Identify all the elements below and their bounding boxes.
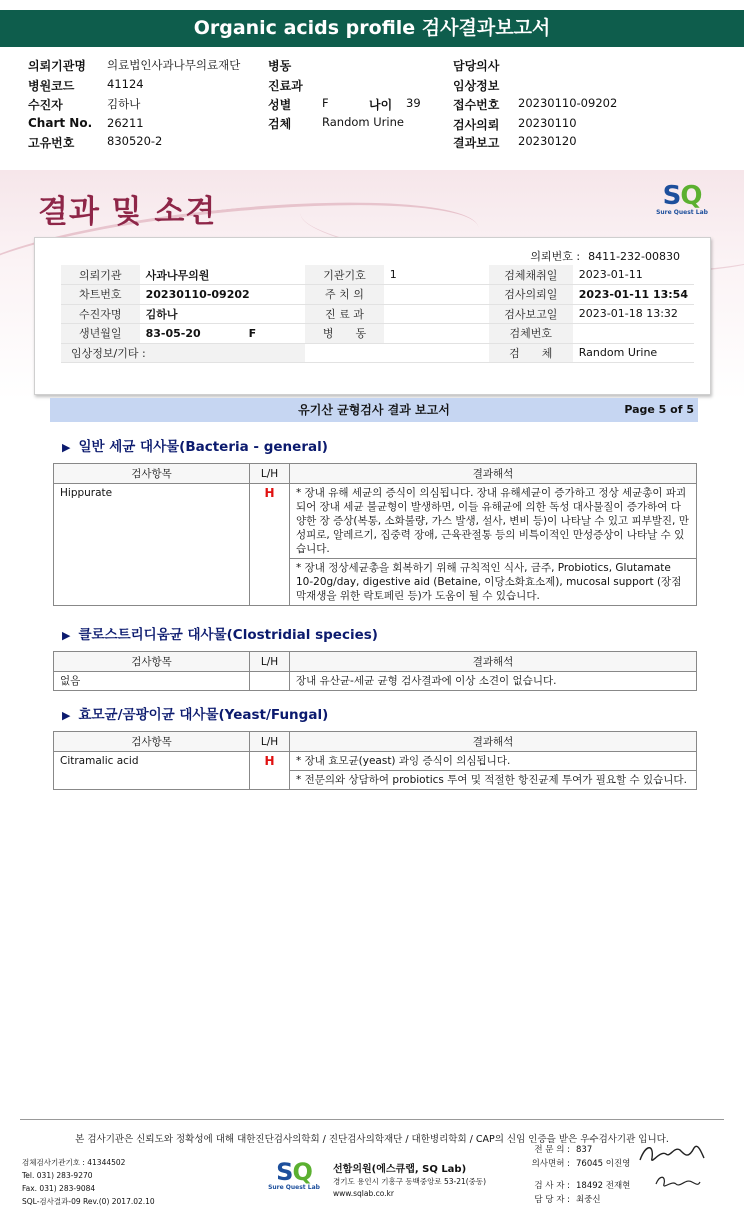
sq-logo-text: Sure Quest Lab	[656, 209, 708, 216]
interpretation: * 장내 정상세균총을 회복하기 위해 규칙적인 식사, 금주, Probiotics, Glutamate 10-20g/day, digestive aid (Betaine, 이당소화효소제), mucosal support (장점막재생을 위한 락토페린 등)가 도움이 될 수 있습니다.	[290, 559, 697, 606]
section-heading: ▶ 일반 세균 대사물(Bacteria - general)	[62, 439, 328, 455]
header-label: 병원코드	[28, 79, 75, 93]
age-label: 나이	[369, 98, 393, 112]
sq-footer-logo: SQ Sure Quest Lab	[268, 1158, 320, 1191]
header-value: Random Urine	[322, 115, 404, 129]
table-row: 의뢰기관 사과나무의원 기관기호 1 검체채취일 2023-01-11	[61, 265, 694, 285]
page-indicator: Page 5 of 5	[624, 403, 694, 416]
triangle-icon: ▶	[62, 709, 71, 722]
triangle-icon: ▶	[62, 629, 71, 642]
interpretation: * 장내 효모균(yeast) 과잉 증식이 의심됩니다.	[290, 752, 697, 771]
header-value: 26211	[107, 116, 144, 130]
table-header-row: 검사항목 L/H 결과해석	[54, 652, 697, 672]
header-value: F	[322, 96, 329, 110]
table-row: 차트번호 20230110-09202 주 치 의 검사의뢰일 2023-01-11 13:54	[61, 285, 694, 305]
banner-title: 결과 및 소견	[38, 194, 217, 230]
lh-flag: H	[250, 484, 290, 606]
result-table	[53, 731, 697, 790]
test-item: Citramalic acid	[54, 752, 250, 790]
section-heading: ▶ 클로스트리디움균 대사물(Clostridial species)	[62, 627, 378, 643]
accreditation-note: 본 검사기관은 신뢰도와 정확성에 대해 대한진단검사의학회 / 진단검사의학재단 / 대한병리학회 / CAP의 신임 인증을 받은 우수검사기관 입니다.	[75, 1134, 669, 1145]
lh-flag: H	[250, 752, 290, 790]
header-label: 결과보고	[453, 136, 500, 150]
header-label: 수진자	[28, 98, 63, 112]
header-value: 의료법인사과나무의료재단	[107, 58, 241, 72]
sex-value: F	[248, 326, 257, 340]
header-label: 접수번호	[453, 98, 500, 112]
lh-flag	[250, 672, 290, 691]
signatory-row: 검 사 자 : 18492 전재현	[534, 1181, 631, 1191]
patient-info-box	[34, 237, 711, 395]
result-table	[53, 651, 697, 691]
test-item: 없음	[54, 672, 250, 691]
signatory-row: 담 당 자 : 최중신	[534, 1195, 601, 1205]
header-label: 의뢰기관명	[28, 59, 86, 73]
report-title: Organic acids profile 검사결과보고서	[0, 10, 744, 47]
request-number: 의뢰번호 : 8411-232-00830	[530, 250, 680, 263]
header-label: 임상정보	[453, 79, 500, 93]
header-label: 검체	[268, 117, 292, 131]
lab-address: 선함의원(에스큐랩, SQ Lab) 경기도 용인시 기흥구 동백중앙로 53-21(중동) www.sqlab.co.kr	[333, 1164, 487, 1198]
report-section-title: 유기산 균형검사 결과 보고서	[298, 403, 450, 417]
header-label: 진료과	[268, 79, 303, 93]
lab-name: 선함의원(에스큐랩, SQ Lab)	[333, 1164, 467, 1175]
section-heading: ▶ 효모균/곰팡이균 대사물(Yeast/Fungal)	[62, 707, 329, 723]
age-value: 39	[406, 96, 421, 110]
table-row	[54, 672, 697, 691]
table-header-row: 검사항목 L/H 결과해석	[54, 732, 697, 752]
test-item: Hippurate	[54, 484, 250, 606]
header-value: 41124	[107, 77, 144, 91]
interpretation: 장내 유산균-세균 균형 검사결과에 이상 소견이 없습니다.	[290, 672, 697, 691]
signatories	[526, 1143, 630, 1207]
header-value: 김하나	[107, 97, 141, 111]
signatory-row: 의사면허 : 76045 이진영	[531, 1159, 631, 1169]
table-row: 임상정보/기타 : 검 체 Random Urine	[61, 343, 694, 363]
report-section-bar	[50, 398, 698, 422]
triangle-icon: ▶	[62, 441, 71, 454]
header-label: 검사의뢰	[453, 118, 500, 132]
table-row: 수진자명 김하나 진 료 과 검사보고일 2023-01-18 13:32	[61, 304, 694, 324]
header-label: Chart No.	[28, 116, 93, 130]
header-value: 20230110	[518, 116, 577, 130]
interpretation: * 전문의와 상담하여 probiotics 투여 및 적절한 항진균제 투여가 필요할 수 있습니다.	[290, 771, 697, 790]
sq-logo	[652, 183, 712, 216]
header-label: 병동	[268, 59, 292, 73]
table-row: 생년월일 83-05-20 F 병 동 검체번호	[61, 324, 694, 344]
table-header-row: 검사항목 L/H 결과해석	[54, 464, 697, 484]
header-value: 20230110-09202	[518, 96, 618, 110]
header-label: 성별	[268, 98, 292, 112]
header-value: 20230120	[518, 134, 577, 148]
signature-image	[652, 1172, 702, 1192]
table-row	[54, 752, 697, 771]
patient-info-table	[61, 265, 694, 363]
sq-logo-mark: SQ	[662, 181, 702, 211]
result-table	[53, 463, 697, 606]
interpretation: * 장내 유해 세균의 증식이 의심됩니다. 장내 유해세균이 증가하고 정상 세균총이 파괴되어 장내 세균 불균형이 발생하면, 이들 유해균에 의한 독성 대사물질이 증가하여 다양한 장 증상(복통, 소화불량, 가스 발생, 설사, 변비 등)이 나타날 수 있고 피부발진, 만성피로, 알레르기, 집중력 장애, 근육관절통 등의 비특이적인 만성증상이 나타날 수 있습니다.	[290, 484, 697, 559]
header-label: 담당의사	[453, 59, 500, 73]
signatory-row: 전 문 의 : 837	[534, 1145, 593, 1155]
table-row	[54, 484, 697, 559]
signature-image	[636, 1140, 706, 1168]
footer-divider	[20, 1119, 724, 1120]
lab-contact: 검체검사기관기호 : 41344502 Tel. 031) 283-9270 Fax. 031) 283-9084 SQL-검사결과-09 Rev.(0) 2017.02.10	[22, 1158, 155, 1206]
header-label: 고유번호	[28, 136, 75, 150]
header-value: 830520-2	[107, 134, 163, 148]
